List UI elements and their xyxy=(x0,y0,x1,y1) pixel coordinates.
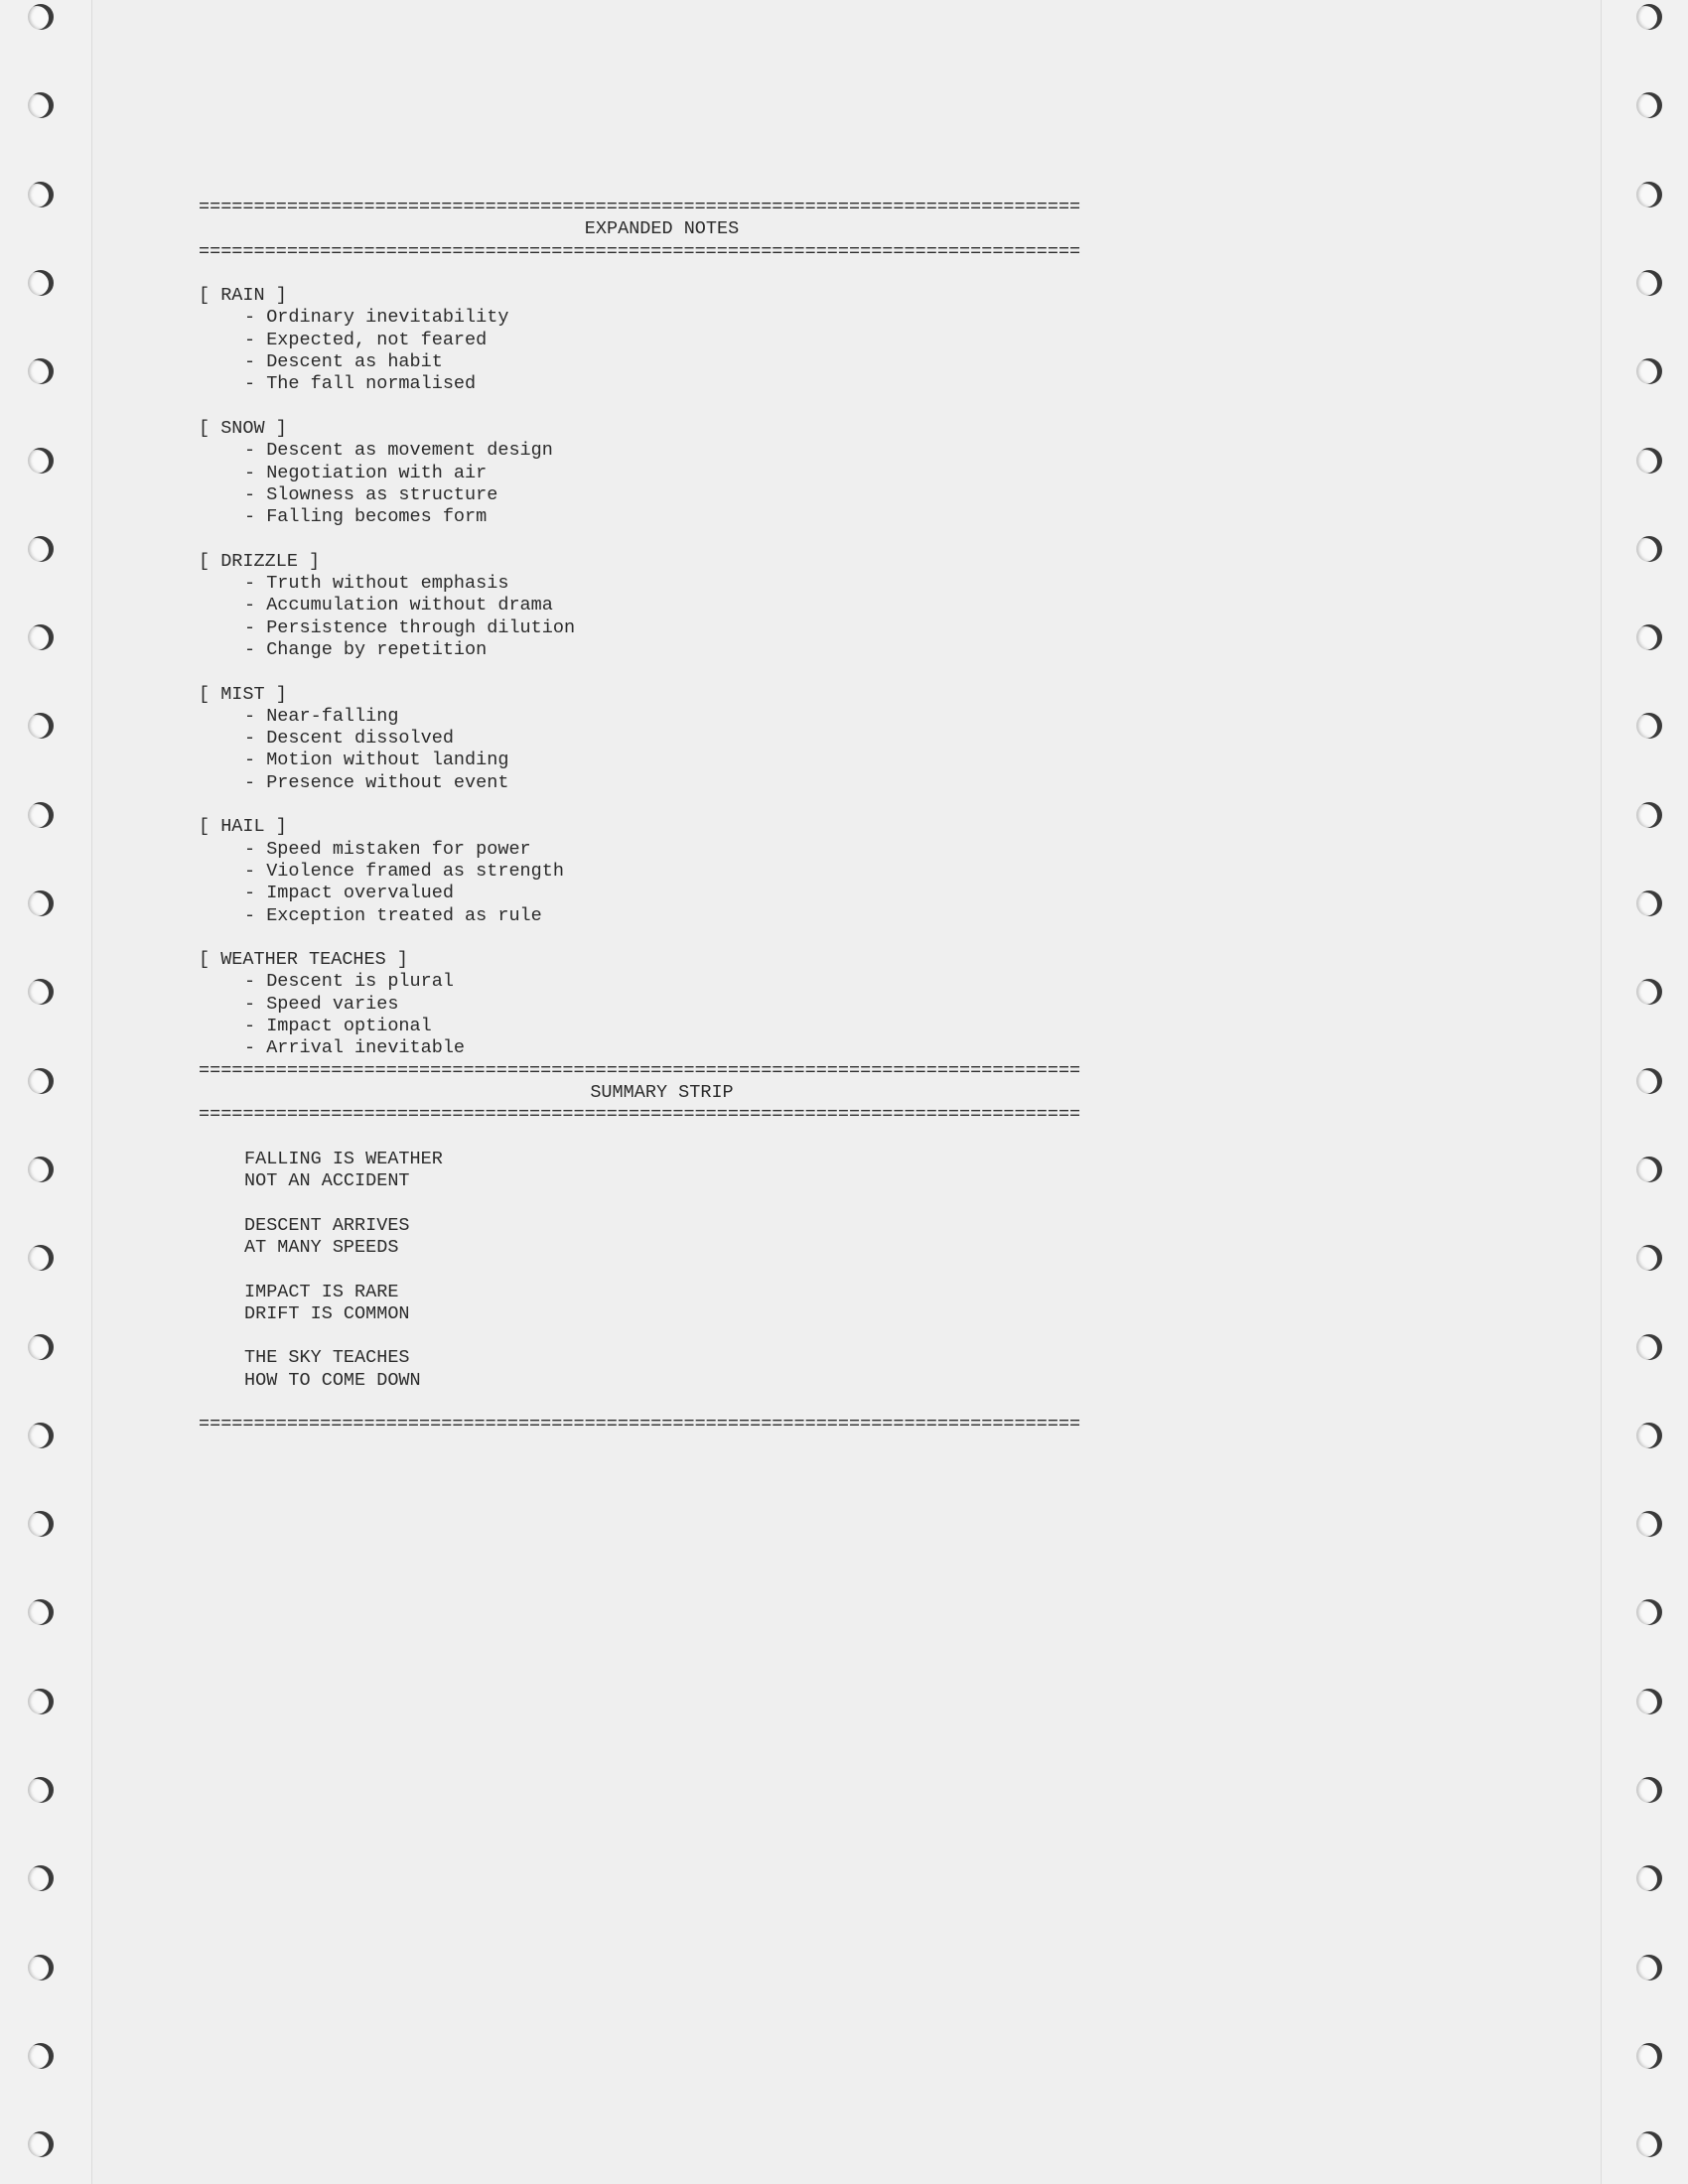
note-item: - Change by repetition xyxy=(244,638,488,660)
summary-line: HOW TO COME DOWN xyxy=(244,1369,421,1391)
feed-hole-left xyxy=(28,1423,54,1448)
note-item: - Exception treated as rule xyxy=(244,904,542,926)
feed-hole-right xyxy=(1636,1245,1662,1271)
note-item: - Impact overvalued xyxy=(244,883,454,904)
rule-line: ================================================================================ xyxy=(199,1104,1081,1126)
note-item: - Speed mistaken for power xyxy=(244,838,531,860)
blank-line xyxy=(199,1126,1125,1148)
note-item: - Accumulation without drama xyxy=(244,595,553,616)
feed-hole-right xyxy=(1636,2131,1662,2157)
note-item: - Expected, not feared xyxy=(244,329,488,350)
section-heading: [ WEATHER TEACHES ] xyxy=(199,949,408,971)
feed-hole-right xyxy=(1636,270,1662,296)
note-item: - Negotiation with air xyxy=(244,462,488,483)
feed-hole-right xyxy=(1636,2043,1662,2069)
feed-hole-left xyxy=(28,358,54,384)
section-heading: [ DRIZZLE ] xyxy=(199,550,321,572)
blank-line xyxy=(199,1192,1125,1214)
feed-hole-left xyxy=(28,802,54,828)
feed-hole-right xyxy=(1636,624,1662,650)
blank-line xyxy=(199,927,1125,949)
rule-line: ================================================================================ xyxy=(199,240,1081,262)
rule-line: ================================================================================ xyxy=(199,1059,1081,1081)
feed-hole-right xyxy=(1636,182,1662,207)
summary-line: DESCENT ARRIVES xyxy=(244,1214,410,1236)
note-item: - Near-falling xyxy=(244,705,399,727)
printed-text-block xyxy=(199,197,1125,1436)
feed-hole-right xyxy=(1636,1511,1662,1537)
note-section xyxy=(199,285,1125,395)
feed-hole-right xyxy=(1636,1689,1662,1714)
note-item: - Descent is plural xyxy=(244,971,454,993)
note-section xyxy=(199,418,1125,528)
feed-hole-right xyxy=(1636,890,1662,916)
blank-line xyxy=(199,794,1125,816)
summary-strip-title: SUMMARY STRIP xyxy=(590,1081,734,1103)
blank-line xyxy=(199,1392,1125,1414)
note-item: - Arrival inevitable xyxy=(244,1037,466,1059)
rule-line: ================================================================================ xyxy=(199,1414,1081,1435)
summary-line: DRIFT IS COMMON xyxy=(244,1302,410,1324)
feed-hole-left xyxy=(28,4,54,30)
feed-hole-right xyxy=(1636,4,1662,30)
summary-line: THE SKY TEACHES xyxy=(244,1347,410,1369)
summary-line: FALLING IS WEATHER xyxy=(244,1148,443,1169)
feed-hole-left xyxy=(28,1068,54,1094)
feed-hole-left xyxy=(28,1955,54,1980)
feed-hole-left xyxy=(28,1511,54,1537)
feed-hole-right xyxy=(1636,1157,1662,1182)
feed-hole-right xyxy=(1636,448,1662,474)
summary-line: IMPACT IS RARE xyxy=(244,1281,399,1302)
blank-line xyxy=(199,661,1125,683)
feed-hole-left xyxy=(28,270,54,296)
expanded-notes-title: EXPANDED NOTES xyxy=(584,218,740,240)
blank-line xyxy=(199,396,1125,418)
note-item: - Descent dissolved xyxy=(244,728,454,750)
feed-hole-left xyxy=(28,536,54,562)
note-item: - The fall normalised xyxy=(244,373,477,395)
feed-hole-right xyxy=(1636,1068,1662,1094)
note-item: - Falling becomes form xyxy=(244,506,488,528)
note-item: - Persistence through dilution xyxy=(244,616,576,638)
feed-hole-right xyxy=(1636,1777,1662,1803)
section-heading: [ HAIL ] xyxy=(199,816,287,838)
note-item: - Violence framed as strength xyxy=(244,860,564,882)
feed-hole-left xyxy=(28,2131,54,2157)
feed-hole-left xyxy=(28,448,54,474)
blank-line xyxy=(199,528,1125,550)
feed-hole-left xyxy=(28,1334,54,1360)
feed-hole-right xyxy=(1636,1423,1662,1448)
blank-line xyxy=(199,263,1125,285)
summary-line: NOT AN ACCIDENT xyxy=(244,1170,410,1192)
rule-line: ================================================================================ xyxy=(199,197,1081,217)
section-heading: [ RAIN ] xyxy=(199,285,287,307)
feed-hole-left xyxy=(28,1245,54,1271)
note-section xyxy=(199,816,1125,926)
note-item: - Slowness as structure xyxy=(244,483,498,505)
blank-line xyxy=(199,1259,1125,1281)
feed-hole-left xyxy=(28,1689,54,1714)
note-item: - Speed varies xyxy=(244,993,399,1015)
feed-hole-left xyxy=(28,1777,54,1803)
feed-hole-right xyxy=(1636,358,1662,384)
feed-hole-left xyxy=(28,1157,54,1182)
note-item: - Truth without emphasis xyxy=(244,573,509,595)
feed-hole-right xyxy=(1636,536,1662,562)
section-heading: [ MIST ] xyxy=(199,683,287,705)
note-section xyxy=(199,949,1125,1059)
note-item: - Ordinary inevitability xyxy=(244,307,509,329)
note-item: - Motion without landing xyxy=(244,750,509,771)
feed-hole-right xyxy=(1636,802,1662,828)
section-heading: [ SNOW ] xyxy=(199,417,287,439)
feed-hole-left xyxy=(28,2043,54,2069)
feed-hole-left xyxy=(28,624,54,650)
summary-line: AT MANY SPEEDS xyxy=(244,1236,399,1258)
note-section xyxy=(199,684,1125,794)
feed-hole-right xyxy=(1636,1334,1662,1360)
note-item: - Presence without event xyxy=(244,771,509,793)
feed-hole-right xyxy=(1636,1955,1662,1980)
feed-hole-left xyxy=(28,890,54,916)
note-item: - Descent as habit xyxy=(244,351,443,373)
note-section xyxy=(199,551,1125,661)
note-item: - Descent as movement design xyxy=(244,440,553,462)
feed-hole-left xyxy=(28,182,54,207)
note-item: - Impact optional xyxy=(244,1015,432,1036)
blank-line xyxy=(199,1325,1125,1347)
